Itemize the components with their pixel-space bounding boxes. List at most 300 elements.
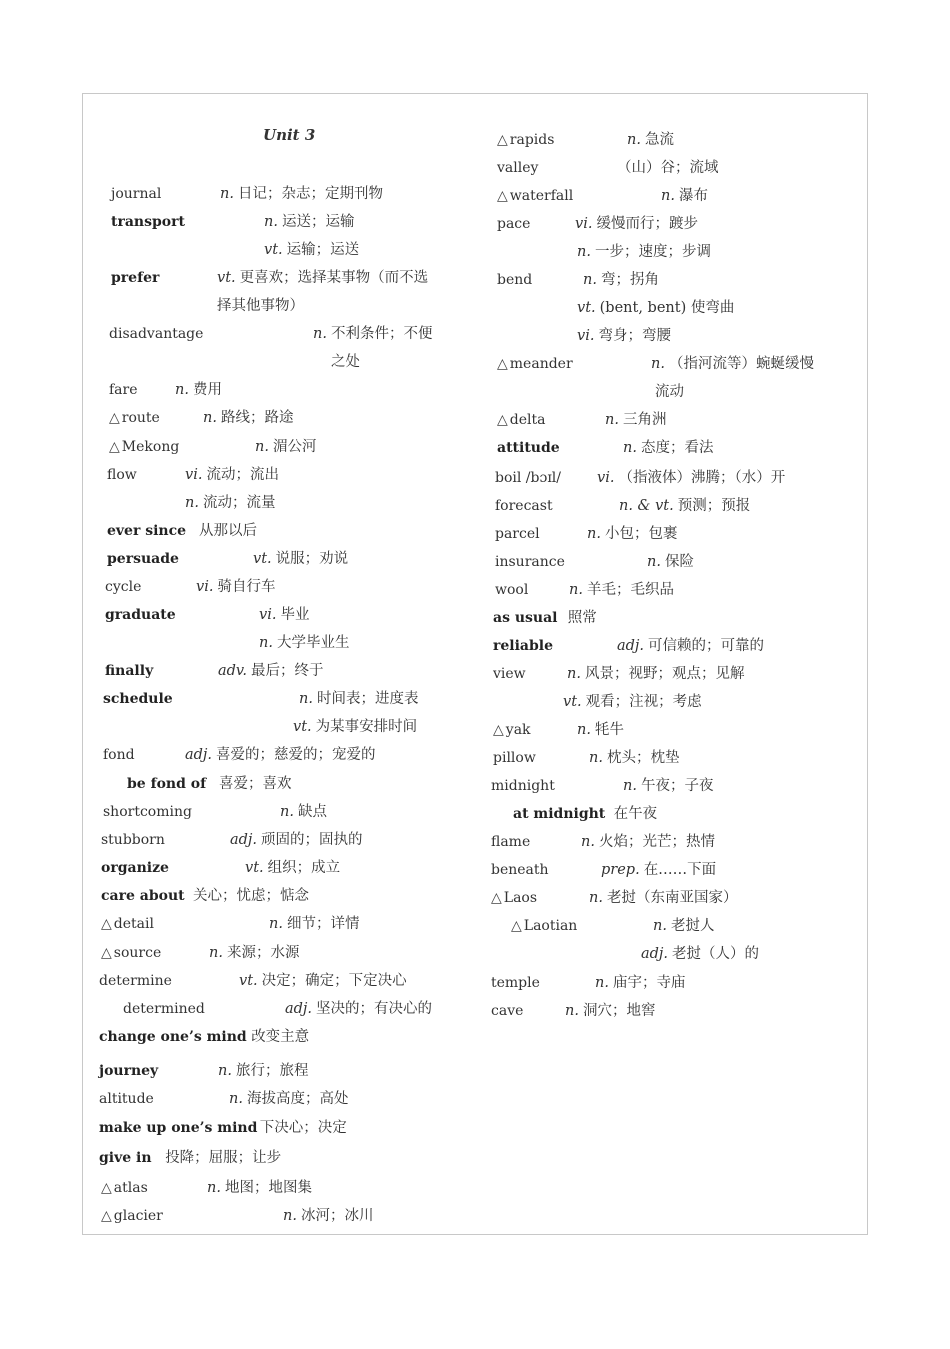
vocab-word-text: change one’s mind [99,1029,247,1045]
vocab-word [101,1202,163,1230]
vocab-entry [491,716,869,744]
definition-text: 火焰；光芒；热情 [598,834,715,850]
triangle-mark-icon: △ [497,412,508,428]
part-of-speech: vt. [253,551,272,567]
vocab-word-text: finally [105,663,154,679]
vocab-definition [587,520,677,548]
triangle-mark-icon: △ [497,188,508,204]
part-of-speech: n. [577,244,591,260]
vocab-entry [491,238,869,266]
part-of-speech: n. [229,1091,243,1107]
vocab-definition [577,294,734,322]
vocab-entry [491,350,869,378]
definition-text: （山）谷；流域 [617,160,719,176]
vocab-word [497,182,573,210]
part-of-speech: adj. [617,638,645,654]
part-of-speech: n. [259,635,273,651]
vocab-entry [83,320,473,348]
vocab-definition [230,826,363,854]
vocab-entry [491,828,869,856]
vocab-definition [239,967,407,995]
definition-text: 组织；成立 [267,860,341,876]
vocab-definition [193,882,309,910]
vocab-word-text: yak [505,722,531,738]
part-of-speech: vt. [577,300,596,316]
vocab-definition [293,713,417,741]
vocab-word [495,492,553,520]
vocab-word-text: waterfall [509,188,574,204]
definition-text: 庙宇；寺庙 [612,975,686,991]
vocab-word-text: detail [113,916,154,932]
vocab-definition [605,406,666,434]
vocab-word [109,320,203,348]
part-of-speech: n. [269,916,283,932]
part-of-speech: vi. [597,470,615,486]
part-of-speech: n. & vt. [619,498,674,514]
part-of-speech: prep. [601,862,640,878]
vocab-entry [83,601,473,629]
vocab-definition [577,716,624,744]
vocab-definition [614,800,658,828]
part-of-speech: adj. [230,832,258,848]
definition-text: 海拔高度；高处 [246,1091,349,1107]
vocab-word [99,1085,154,1113]
vocab-definition [575,210,698,238]
definition-text: 风景；视野；观点；见解 [584,666,745,682]
vocab-word [491,772,555,800]
definition-text: 老挝（人）的 [672,946,760,962]
vocab-definition [617,632,764,660]
vocab-entry [83,713,473,741]
vocab-word-text: valley [497,160,539,176]
vocab-word [495,464,561,492]
vocab-word-text: as usual [493,610,558,626]
definition-text: 喜爱；喜欢 [219,776,292,792]
definition-text: 流动；流量 [202,495,276,511]
vocab-word-text: altitude [99,1091,154,1107]
vocab-word [105,601,176,629]
vocab-word [491,969,540,997]
vocab-entry [491,576,869,604]
vocab-word [109,433,179,461]
part-of-speech: n. [280,804,294,820]
part-of-speech: n. [589,890,603,906]
definition-text: 顽固的；固执的 [261,832,363,848]
vocab-word [105,573,141,601]
triangle-mark-icon: △ [101,1180,112,1196]
vocab-definition [577,238,711,266]
vocab-definition [175,376,222,404]
vocab-definition [617,154,719,182]
vocab-entry [491,126,869,154]
part-of-speech: n. [203,410,217,426]
part-of-speech: vt. [245,860,264,876]
vocab-word-text: fare [109,382,138,398]
definition-text: 在……下面 [643,862,717,878]
vocab-entry [83,995,473,1023]
vocab-definition [653,912,714,940]
vocab-definition [207,1174,312,1202]
vocab-entry [83,461,473,489]
vocab-phrase [513,800,605,828]
triangle-mark-icon: △ [109,439,120,455]
vocab-definition [601,856,716,884]
vocab-word-text: pace [497,216,531,232]
definition-text: 更喜欢；选择某事物（而不选 [239,270,429,286]
vocab-word [493,632,553,660]
vocab-word-text: attitude [497,440,560,456]
vocab-word-text: graduate [105,607,176,623]
vocab-entry [83,910,473,938]
vocab-word-text: journey [99,1063,159,1079]
definition-text: 改变主意 [251,1029,310,1045]
triangle-mark-icon: △ [511,918,522,934]
vocab-word [101,939,161,967]
vocab-entry [83,882,473,910]
vocab-definition [255,433,316,461]
vocab-word [107,461,137,489]
vocab-definition [185,489,275,517]
vocab-entry [83,770,473,798]
vocab-definition [651,350,814,378]
vocab-word [109,376,138,404]
vocab-word [497,210,530,238]
definition-text: 在午夜 [613,806,658,822]
vocab-entry [491,406,869,434]
part-of-speech: n. [220,186,234,202]
definition-text: (bent, bent) 使弯曲 [599,300,735,316]
vocab-entry [491,997,869,1025]
vocab-word-text: meander [509,356,573,372]
vocab-word [103,798,192,826]
vocab-word-text: boil /bɔɪl/ [495,470,561,486]
part-of-speech: n. [565,1003,579,1019]
vocab-definition [203,404,293,432]
definition-text: 之处 [331,354,360,370]
vocab-definition [218,657,324,685]
vocab-entry [491,154,869,182]
vocab-entry [83,292,473,320]
part-of-speech: n. [589,750,603,766]
vocab-entry [491,604,869,632]
vocab-entry [491,744,869,772]
part-of-speech: adv. [218,663,248,679]
part-of-speech: n. [264,214,278,230]
definition-text: 大学毕业生 [276,635,350,651]
vocab-word [493,660,526,688]
vocab-entry [83,1085,473,1113]
vocab-definition [641,940,759,968]
part-of-speech: n. [283,1208,297,1224]
vocab-definition [217,292,304,320]
vocab-definition [627,126,674,154]
definition-text: 日记；杂志；定期刊物 [237,186,383,202]
part-of-speech: n. [623,440,637,456]
definition-text: 牦牛 [594,722,624,738]
definition-text: 关心；忧虑；惦念 [193,888,309,904]
vocab-entry [491,688,869,716]
part-of-speech: adj. [285,1001,313,1017]
definition-text: 枕头；枕垫 [606,750,680,766]
vocab-entry [491,210,869,238]
vocab-definition [623,772,713,800]
vocab-word-text: disadvantage [109,326,204,342]
part-of-speech: n. [651,356,665,372]
vocab-word [495,548,565,576]
vocab-word [511,912,577,940]
vocab-entry [83,180,473,208]
vocab-word [105,657,153,685]
vocab-word-text: forecast [495,498,553,514]
definition-text: 老挝（东南亚国家） [606,890,738,906]
definition-text: 缺点 [297,804,327,820]
vocab-entry [83,1023,473,1051]
vocab-word-text: parcel [495,526,540,542]
vocab-definition [219,770,292,798]
vocab-word [101,854,169,882]
vocab-definition [199,517,257,545]
vocab-word [123,995,205,1023]
vocab-entry [491,632,869,660]
vocab-entry [83,741,473,769]
vocab-definition [209,939,299,967]
definition-text: 预测；预报 [677,498,751,514]
vocab-phrase [99,1144,152,1172]
definition-text: 小包；包裹 [604,526,678,542]
vocab-word-text: determine [99,973,172,989]
vocab-definition [245,854,340,882]
vocab-entry [491,548,869,576]
triangle-mark-icon: △ [493,722,504,738]
definition-text: 可信赖的；可靠的 [648,638,765,654]
vocab-definition [331,348,360,376]
definition-text: 流动 [655,384,684,400]
vocab-entry [491,520,869,548]
vocab-definition [661,182,708,210]
vocab-entry [83,376,473,404]
triangle-mark-icon: △ [101,945,112,961]
vocab-word-text: ever since [107,523,187,539]
vocab-entry [83,573,473,601]
part-of-speech: vt. [217,270,236,286]
definition-text: 地图；地图集 [224,1180,312,1196]
part-of-speech: vi. [259,607,277,623]
definition-text: 时间表；进度表 [316,691,419,707]
vocab-word [101,910,154,938]
part-of-speech: n. [185,495,199,511]
vocab-definition [655,378,684,406]
vocab-definition [259,601,309,629]
vocab-entry [491,322,869,350]
vocab-word [491,997,523,1025]
part-of-speech: n. [209,945,223,961]
part-of-speech: n. [581,834,595,850]
vocab-entry [83,348,473,376]
vocab-entry [491,912,869,940]
vocab-phrase [101,882,185,910]
vocab-word-text: Laos [503,890,538,906]
vocab-phrase [99,1114,257,1142]
vocab-word-text: journal [111,186,162,202]
definition-text: 择其他事物） [217,298,304,314]
definition-text: 弯身；弯腰 [598,328,671,344]
definition-text: 湄公河 [272,439,317,455]
vocab-word [99,1057,158,1085]
part-of-speech: n. [299,691,313,707]
definition-text: 不利条件；不便 [330,326,433,342]
vocab-word [103,685,173,713]
part-of-speech: n. [583,272,597,288]
vocab-word-text: insurance [495,554,565,570]
vocab-word [491,884,537,912]
definition-text: 费用 [192,382,222,398]
part-of-speech: n. [567,666,581,682]
vocab-definition [589,744,679,772]
vocab-word-text: beneath [491,862,549,878]
definition-text: 保险 [664,554,694,570]
vocab-word-text: care about [101,888,185,904]
vocab-definition [196,573,275,601]
vocab-entry [491,464,869,492]
vocab-word [101,1174,148,1202]
vocab-definition [217,264,428,292]
vocab-definition [577,322,671,350]
vocab-entry [83,826,473,854]
part-of-speech: adj. [185,747,213,763]
part-of-speech: vt. [293,719,312,735]
vocab-word-text: give in [99,1150,152,1166]
vocab-word-text: delta [509,412,546,428]
definition-text: 观看；注视；考虑 [585,694,702,710]
vocab-word-text: pillow [493,750,536,766]
definition-text: 从那以后 [199,523,257,539]
vocab-word [493,744,536,772]
vocab-entry [83,545,473,573]
vocab-word-text: transport [111,214,185,230]
definition-text: 下决心；决定 [259,1120,347,1136]
vocab-entry [83,967,473,995]
vocab-entry [83,1144,473,1172]
definition-text: 三角洲 [622,412,667,428]
definition-text: 瀑布 [678,188,708,204]
vocab-definition [595,969,685,997]
vocab-entry [491,182,869,210]
vocab-word-text: glacier [113,1208,163,1224]
vocab-word [491,856,549,884]
vocab-word-text: organize [101,860,169,876]
definition-text: 羊毛；毛织品 [586,582,674,598]
vocab-entry [491,800,869,828]
vocab-definition [269,910,359,938]
definition-text: 为某事安排时间 [315,719,418,735]
part-of-speech: n. [207,1180,221,1196]
vocab-entry [83,629,473,657]
vocab-definition [313,320,432,348]
definition-text: 运输；运送 [286,242,360,258]
vocab-definition [229,1085,348,1113]
definition-text: 冰河；冰川 [300,1208,374,1224]
vocab-word-text: stubborn [101,832,165,848]
definition-text: 决定；确定；下定决心 [261,973,407,989]
part-of-speech: vt. [563,694,582,710]
part-of-speech: n. [577,722,591,738]
vocab-word-text: temple [491,975,540,991]
vocab-entry [83,798,473,826]
vocab-word-text: prefer [111,270,160,286]
definition-text: 路线；路途 [220,410,294,426]
vocab-definition [165,1144,281,1172]
definition-text: （指液体）沸腾；（水）开 [618,470,786,486]
vocab-word [497,434,560,462]
vocab-entry [83,489,473,517]
vocab-entry [491,434,869,462]
definition-text: 说服；劝说 [275,551,349,567]
part-of-speech: n. [653,918,667,934]
part-of-speech: vi. [577,328,595,344]
vocab-word-text: Mekong [121,439,180,455]
part-of-speech: n. [569,582,583,598]
definition-text: 照常 [567,610,597,626]
vocab-entry [83,517,473,545]
part-of-speech: n. [587,526,601,542]
vocab-entry [491,492,869,520]
part-of-speech: n. [255,439,269,455]
triangle-mark-icon: △ [491,890,502,906]
vocab-entry [491,884,869,912]
part-of-speech: n. [605,412,619,428]
definition-text: 细节；详情 [286,916,360,932]
definition-text: 运送；运输 [281,214,355,230]
part-of-speech: n. [627,132,641,148]
vocab-word [497,266,532,294]
triangle-mark-icon: △ [109,410,120,426]
vocab-definition [283,1202,373,1230]
vocab-word-text: route [121,410,160,426]
vocab-word [111,180,161,208]
vocab-entry [83,404,473,432]
vocab-definition [568,604,597,632]
vocab-definition [220,180,383,208]
vocabulary-page [82,93,868,1235]
vocab-word [493,716,531,744]
vocab-word [491,828,530,856]
definition-text: 态度；看法 [640,440,714,456]
vocab-entry [83,657,473,685]
vocab-word [111,264,159,292]
part-of-speech: n. [595,975,609,991]
definition-text: 骑自行车 [217,579,276,595]
definition-text: 毕业 [280,607,310,623]
vocab-definition [567,660,744,688]
vocab-entry [491,378,869,406]
vocab-word-text: fond [103,747,135,763]
vocab-entry [83,433,473,461]
definition-text: 流动；流出 [206,467,279,483]
definition-text: 投降；屈服；让步 [165,1150,282,1166]
vocab-word-text: make up one’s mind [99,1120,258,1136]
vocab-phrase [127,770,206,798]
part-of-speech: vi. [185,467,203,483]
vocab-word [497,126,554,154]
vocab-phrase [99,1023,247,1051]
vocab-word [497,350,573,378]
part-of-speech: vi. [196,579,214,595]
definition-text: 一步；速度；步调 [594,244,711,260]
vocab-entry [83,939,473,967]
part-of-speech: vt. [239,973,258,989]
vocab-word-text: source [113,945,162,961]
vocab-word-text: midnight [491,778,555,794]
